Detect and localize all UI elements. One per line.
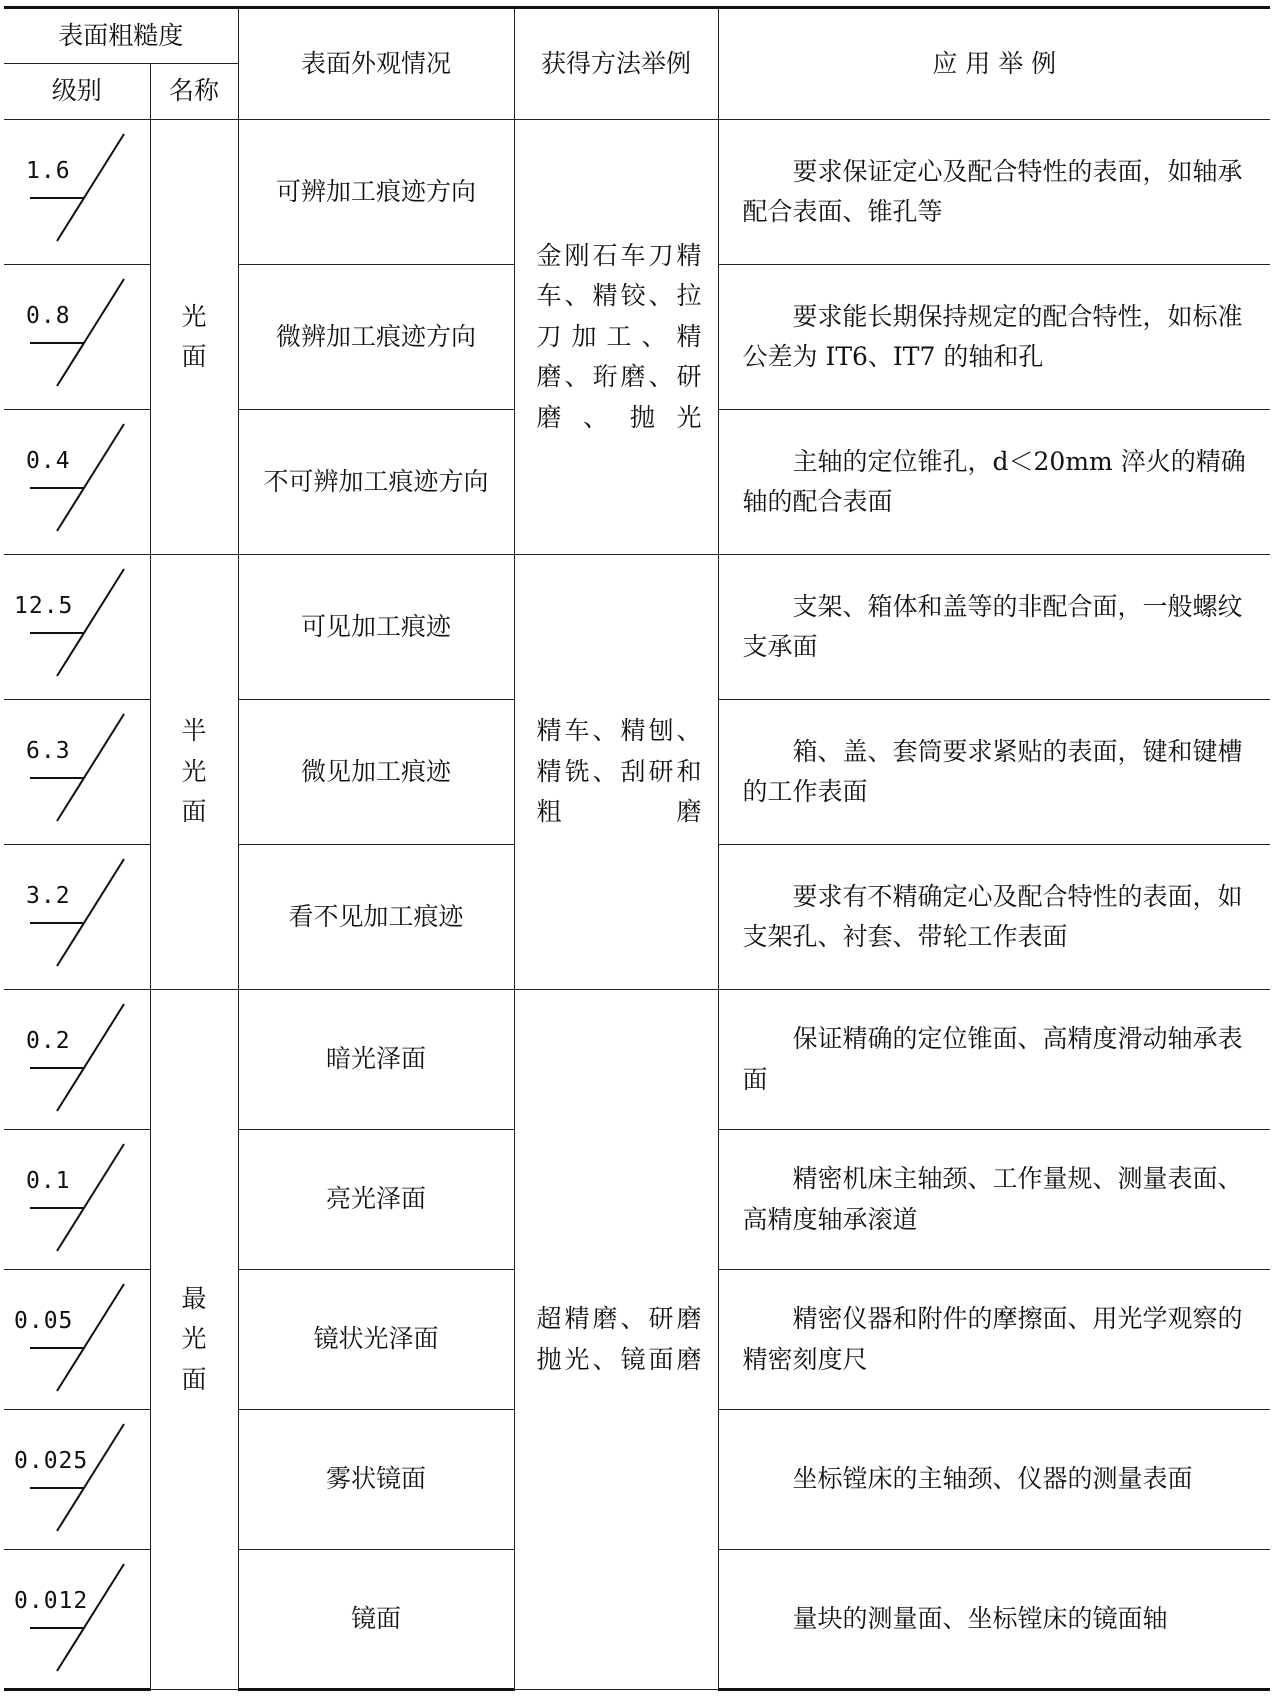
application-cell: 要求保证定心及配合特性的表面，如轴承配合表面、锥孔等: [718, 120, 1270, 265]
appearance-cell: 可辨加工痕迹方向: [238, 120, 514, 265]
header-method: 获得方法举例: [514, 8, 718, 120]
roughness-check-icon: [22, 424, 132, 534]
appearance-cell: 微见加工痕迹: [238, 700, 514, 845]
roughness-check-icon: [22, 279, 132, 389]
grade-value: 0.4: [26, 448, 71, 474]
method-cell: 精车、精刨、精铣、刮研和粗磨: [514, 555, 718, 990]
roughness-symbol: [4, 265, 150, 410]
grade-value: 0.1: [26, 1168, 71, 1194]
application-cell: 精密机床主轴颈、工作量规、测量表面、高精度轴承滚道: [718, 1130, 1270, 1270]
appearance-cell: 可见加工痕迹: [238, 555, 514, 700]
roughness-symbol: [4, 1270, 150, 1410]
roughness-symbol: [4, 1410, 150, 1550]
appearance-cell: 镜面: [238, 1550, 514, 1690]
table-row: [4, 120, 1270, 265]
table-row: [4, 555, 1270, 700]
roughness-symbol: [4, 845, 150, 990]
header-roughness: 表面粗糙度: [4, 8, 238, 64]
appearance-cell: 镜状光泽面: [238, 1270, 514, 1410]
application-cell: 箱、盖、套筒要求紧贴的表面，键和键槽的工作表面: [718, 700, 1270, 845]
roughness-check-icon: [22, 1144, 132, 1254]
roughness-check-icon: [22, 714, 132, 824]
roughness-check-icon: [22, 1564, 132, 1674]
roughness-symbol: [4, 1550, 150, 1690]
application-cell: 要求有不精确定心及配合特性的表面，如支架孔、衬套、带轮工作表面: [718, 845, 1270, 990]
method-cell: 金刚石车刀精车、精铰、拉刀加工、精磨、珩磨、研磨、抛光: [514, 120, 718, 555]
roughness-check-icon: [22, 134, 132, 244]
group-name: 最 光 面: [150, 990, 238, 1690]
roughness-symbol: [4, 120, 150, 265]
grade-value: 1.6: [26, 158, 71, 184]
application-cell: 量块的测量面、坐标镗床的镜面轴: [718, 1550, 1270, 1690]
roughness-symbol: [4, 700, 150, 845]
roughness-check-icon: [22, 1424, 132, 1534]
grade-value: 6.3: [26, 738, 71, 764]
grade-value: 0.2: [26, 1028, 71, 1054]
roughness-symbol: [4, 555, 150, 700]
grade-value: 3.2: [26, 883, 71, 909]
application-cell: 支架、箱体和盖等的非配合面，一般螺纹支承面: [718, 555, 1270, 700]
appearance-cell: 雾状镜面: [238, 1410, 514, 1550]
grade-value: 0.05: [14, 1308, 74, 1334]
application-cell: 要求能长期保持规定的配合特性，如标准公差为 IT6、IT7 的轴和孔: [718, 265, 1270, 410]
header-name: 名称: [150, 64, 238, 120]
roughness-symbol: [4, 990, 150, 1130]
header-appearance: 表面外观情况: [238, 8, 514, 120]
group-name: 光 面: [150, 120, 238, 555]
grade-value: 0.012: [14, 1588, 89, 1614]
appearance-cell: 暗光泽面: [238, 990, 514, 1130]
appearance-cell: 微辨加工痕迹方向: [238, 265, 514, 410]
header-application: 应 用 举 例: [718, 8, 1270, 120]
group-name: 半 光 面: [150, 555, 238, 990]
method-cell: 超精磨、研磨抛光、镜面磨: [514, 990, 718, 1690]
table-row: [4, 990, 1270, 1130]
application-cell: 坐标镗床的主轴颈、仪器的测量表面: [718, 1410, 1270, 1550]
roughness-check-icon: [22, 1284, 132, 1394]
appearance-cell: 不可辨加工痕迹方向: [238, 410, 514, 555]
appearance-cell: 亮光泽面: [238, 1130, 514, 1270]
roughness-check-icon: [22, 1004, 132, 1114]
grade-value: 0.025: [14, 1448, 89, 1474]
roughness-table: [4, 6, 1270, 1691]
grade-value: 0.8: [26, 303, 71, 329]
application-cell: 主轴的定位锥孔，d＜20mm 淬火的精确轴的配合表面: [718, 410, 1270, 555]
grade-value: 12.5: [14, 593, 74, 619]
roughness-symbol: [4, 1130, 150, 1270]
roughness-symbol: [4, 410, 150, 555]
roughness-check-icon: [22, 569, 132, 679]
application-cell: 保证精确的定位锥面、高精度滑动轴承表面: [718, 990, 1270, 1130]
header-grade: 级别: [4, 64, 150, 120]
roughness-check-icon: [22, 859, 132, 969]
application-cell: 精密仪器和附件的摩擦面、用光学观察的精密刻度尺: [718, 1270, 1270, 1410]
header-row: [4, 8, 1270, 64]
appearance-cell: 看不见加工痕迹: [238, 845, 514, 990]
